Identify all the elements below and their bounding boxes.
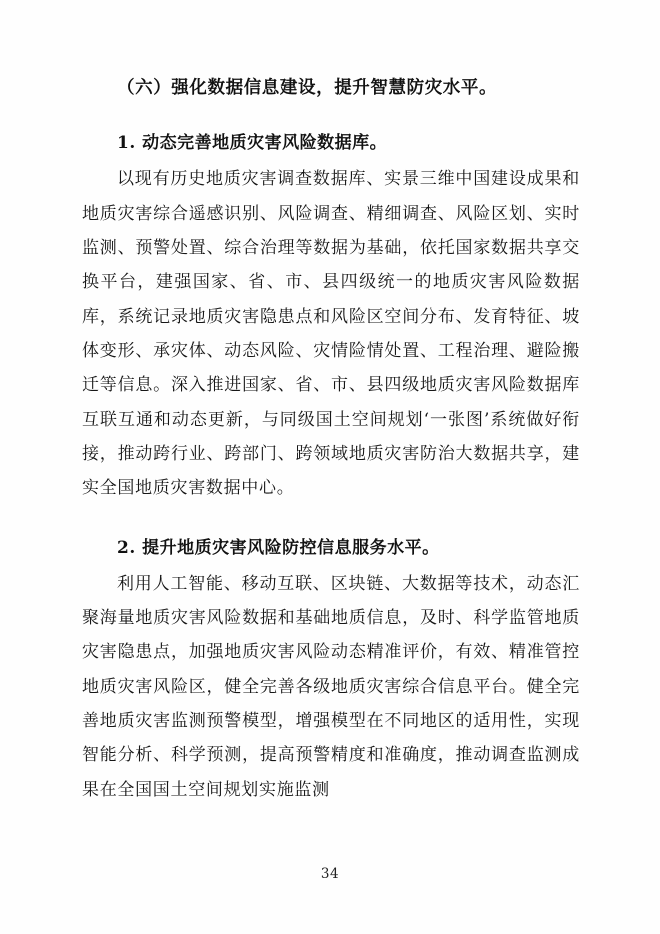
paragraph-1: 以现有历史地质灾害调查数据库、实景三维中国建设成果和地质灾害综合遥感识别、风险调查、精细调查、风险区划、实时监测、预警处置、综合治理等数据为基础，依托国家数据共享交换平台，建强国家、省、市、县四级统一的地质灾害风险数据库，系统记录地质灾害隐患点和风险区空间分布、发育特征、坡体变形、承灾体、动态风险、灾情险情处置、工程治理、避险搬迁等信息。深入推进国家、省、市、县四级地质灾害风险数据库互联互通和动态更新，与同级国土空间规划‘一张图’系统做好衔接，推动跨行业、跨部门、跨领域地质灾害防治大数据共享，建实全国地质灾害数据中心。 bbox=[82, 169, 580, 499]
page-number: 34 bbox=[320, 866, 340, 882]
spacer bbox=[82, 508, 580, 524]
subsection-heading-2: 2. 提升地质灾害风险防控信息服务水平。 bbox=[117, 537, 440, 558]
document-body bbox=[82, 72, 580, 807]
paragraph-2: 利用人工智能、移动互联、区块链、大数据等技术，动态汇聚海量地质灾害风险数据和基础地质信息，及时、科学监管地质灾害隐患点，加强地质灾害风险动态精准评价，有效、精准管控地质灾害风险区，健全完善各级地质灾害综合信息平台。健全完善地质灾害监测预警模型，增强模型在不同地区的适用性，实现智能分析、科学预测，提高预警精度和准确度，推动调查监测成果在全国国土空间规划实施监测 bbox=[82, 573, 580, 800]
section-heading: （六）强化数据信息建设，提升智慧防灾水平。 bbox=[117, 78, 498, 98]
spacer bbox=[82, 109, 580, 119]
subsection-heading-1: 1. 动态完善地质灾害风险数据库。 bbox=[117, 133, 388, 154]
